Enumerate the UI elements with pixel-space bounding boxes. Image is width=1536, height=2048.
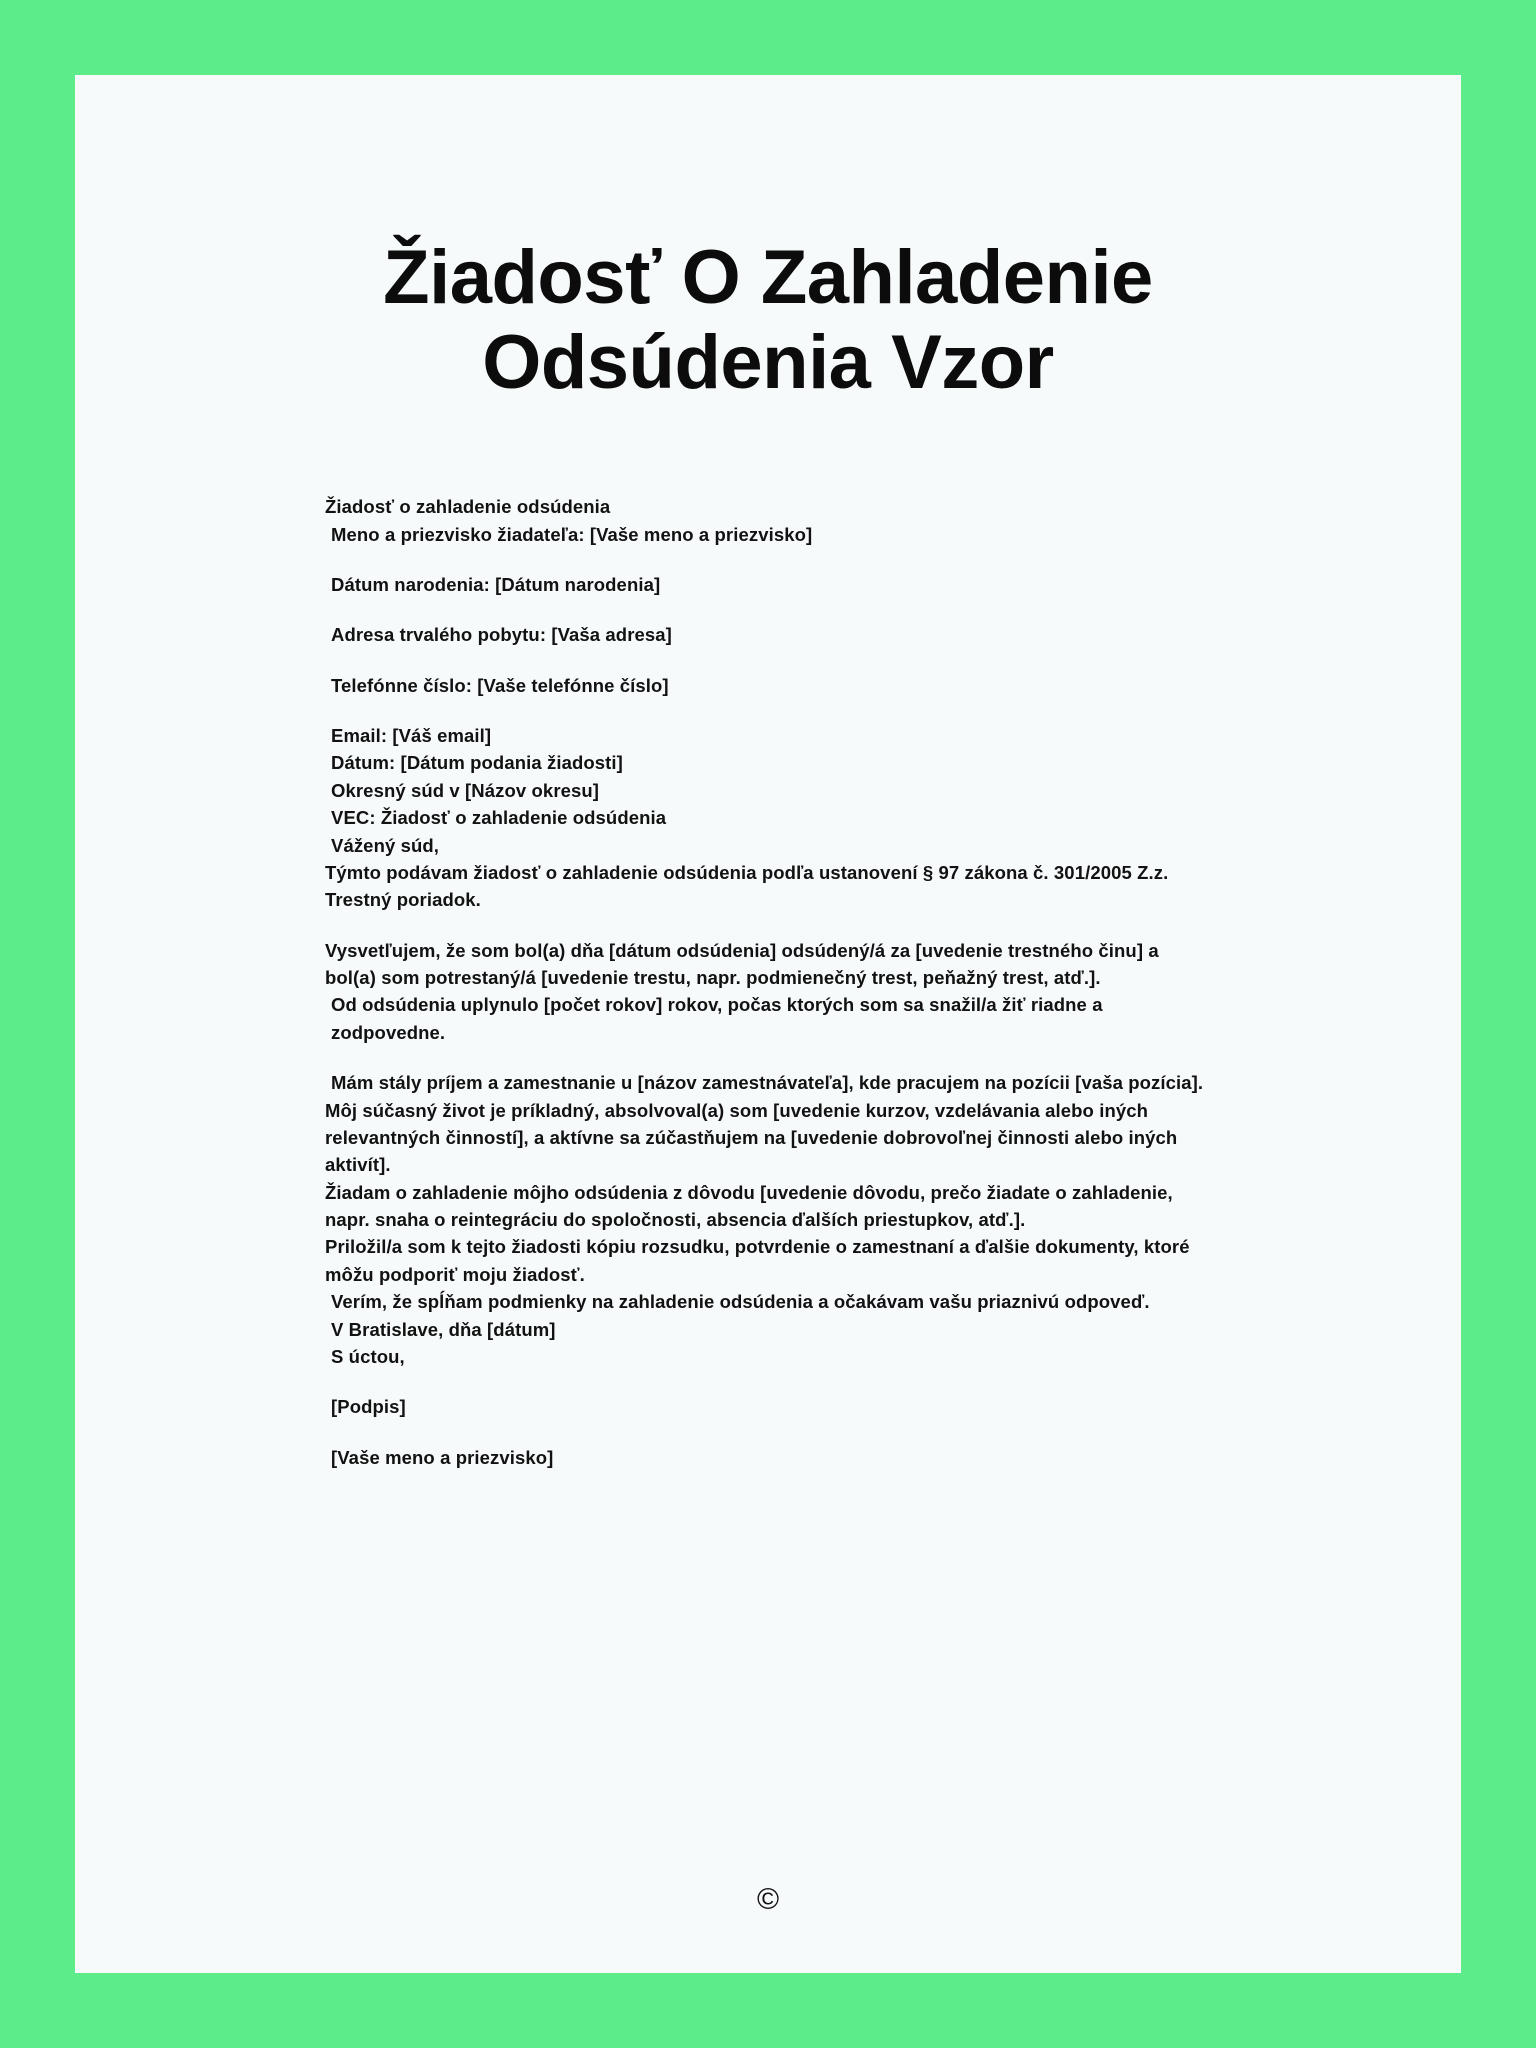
page-title: Žiadosť O Zahladenie Odsúdenia Vzor <box>383 235 1153 406</box>
paragraph-closing-belief: Verím, že spĺňam podmienky na zahladenie odsúdenia a očakávam vašu priaznivú odpoveď. <box>331 1291 1150 1313</box>
copyright-icon: © <box>756 1883 780 1916</box>
paragraph-signature: [Podpis] <box>331 1396 406 1418</box>
paragraph-salutation: Vážený súd, <box>331 834 440 856</box>
paragraph-district-court: Okresný súd v [Názov okresu] <box>331 779 600 801</box>
paragraph-regards: S úctou, <box>331 1345 405 1367</box>
document-body-wrapper <box>75 405 1461 1471</box>
paragraph-current-life: Môj súčasný život je príkladný, absolvoval(a) som [uvedenie kurzov, vzdelávania alebo iných relevantných činností], a aktívne sa zúčastňujem na [uvedenie dobrovoľnej činnosti alebo iných aktivít]. <box>325 1099 1178 1176</box>
paragraph-subject-line: VEC: Žiadosť o zahladenie odsúdenia <box>331 807 667 829</box>
document-page <box>75 75 1461 1973</box>
document-body <box>325 493 1211 1471</box>
paragraph-attachments: Priložil/a som k tejto žiadosti kópiu rozsudku, potvrdenie o zamestnaní a ďalšie dokumenty, ktoré môžu podporiť moju žiadosť. <box>325 1236 1190 1285</box>
paragraph-birth-date: Dátum narodenia: [Dátum narodenia] <box>331 573 661 595</box>
paragraph-phone-number: Telefónne číslo: [Vaše telefónne číslo] <box>331 674 669 696</box>
paragraph-request-reason: Žiadam o zahladenie môjho odsúdenia z dôvodu [uvedenie dôvodu, prečo žiadate o zahladenie, napr. snaha o reintegráciu do spoločnosti, absencia ďalších priestupkov, atď.]. <box>325 1181 1173 1231</box>
paragraph-submission-date: Dátum: [Dátum podania žiadosti] <box>331 752 623 774</box>
paragraph-permanent-address: Adresa trvalého pobytu: [Vaša adresa] <box>331 624 672 646</box>
paragraph-time-elapsed: Od odsúdenia uplynulo [počet rokov] rokov, počas ktorých som sa snažil/a žiť riadne a zodpovedne. <box>331 994 1103 1043</box>
paragraph-email: Email: [Váš email] <box>331 725 492 747</box>
paragraph-applicant-name: Meno a priezvisko žiadateľa: [Vaše meno a priezvisko] <box>331 523 813 545</box>
paragraph-name-repeat: [Vaše meno a priezvisko] <box>331 1446 554 1468</box>
paragraph-legal-basis: Týmto podávam žiadosť o zahladenie odsúdenia podľa ustanovení § 97 zákona č. 301/2005 Z.z. Trestný poriadok. <box>325 861 1169 911</box>
paragraph-employment: Mám stály príjem a zamestnanie u [názov zamestnávateľa], kde pracujem na pozícii [vaša pozícia]. <box>331 1072 1204 1094</box>
paragraph-subject-heading: Žiadosť o zahladenie odsúdenia <box>325 496 611 518</box>
paragraph-explanation: Vysvetľujem, že som bol(a) dňa [dátum odsúdenia] odsúdený/á za [uvedenie trestného činu] a bol(a) som potrestaný/á [uvedenie trestu, napr. podmienečný trest, peňažný trest, atď.]. <box>325 939 1159 989</box>
paragraph-place-date: V Bratislave, dňa [dátum] <box>331 1318 556 1340</box>
